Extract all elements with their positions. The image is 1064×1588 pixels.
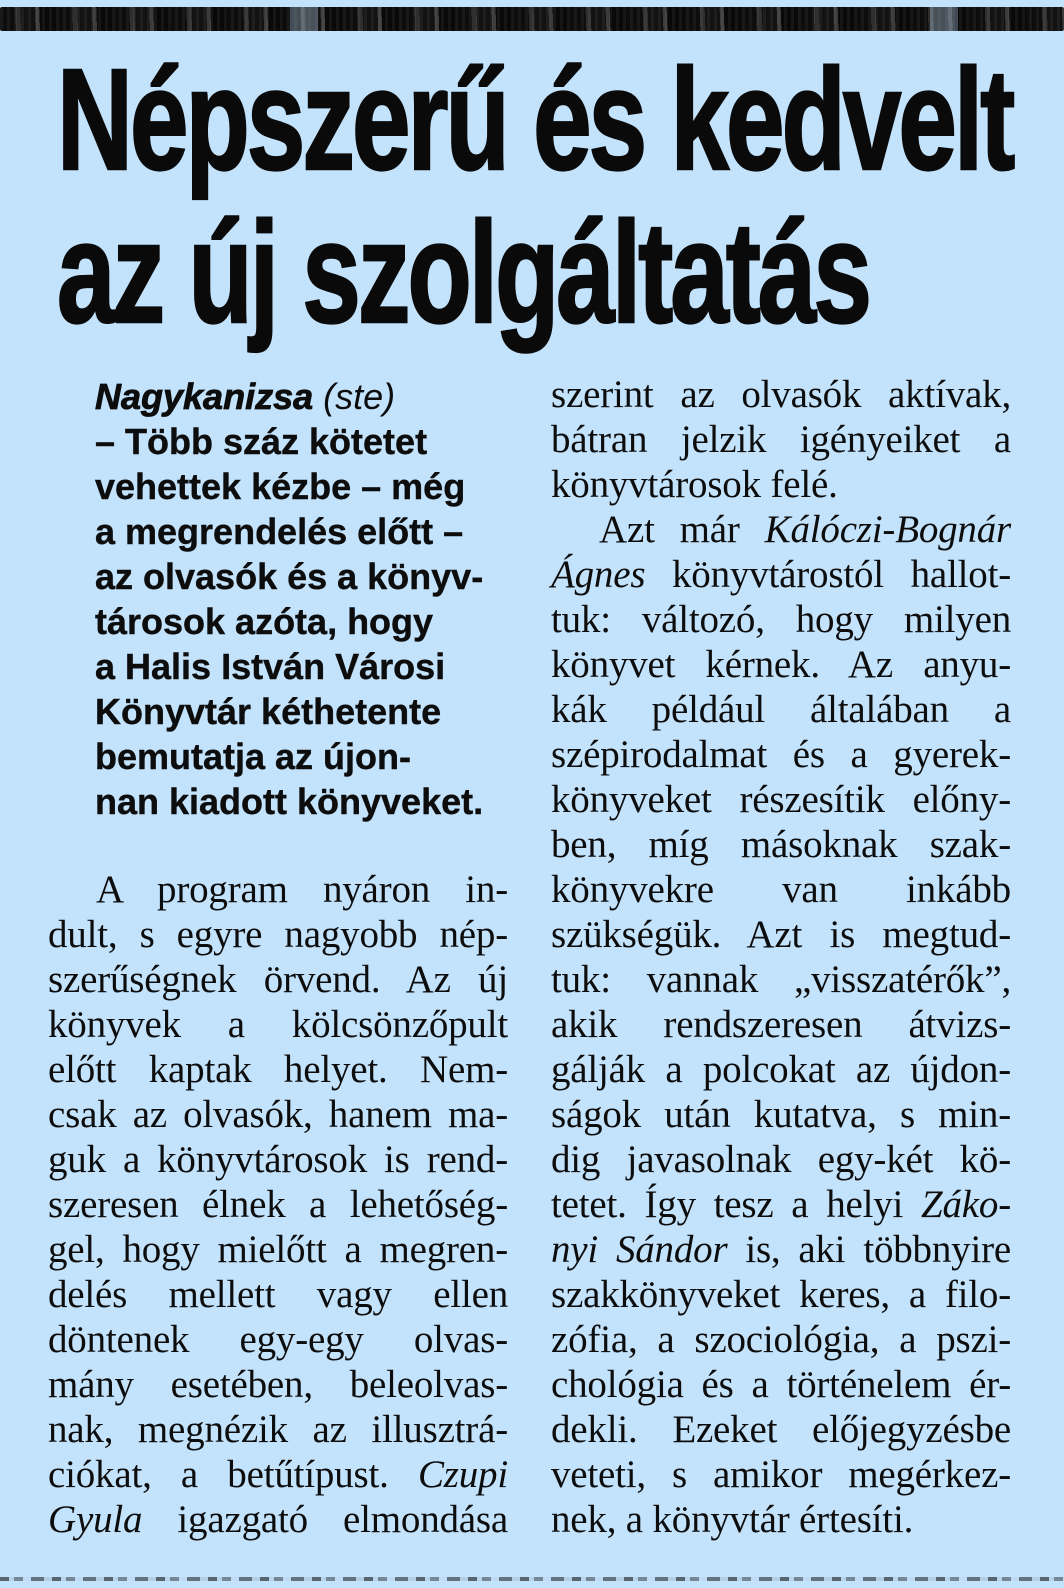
text-line [48, 1092, 508, 1137]
text-line [551, 777, 1011, 822]
text-segment: ciókat, a betűtípust. [48, 1453, 418, 1496]
text-segment: ságok után kutatva, s min- [551, 1093, 1011, 1136]
emphasized-text: nyi Sándor [551, 1228, 728, 1271]
text-line [551, 1452, 1011, 1497]
text-segment: nak, megnézik az illusztrá- [48, 1408, 508, 1451]
lead-paragraph [95, 374, 525, 824]
text-line [48, 1272, 508, 1317]
text-line [48, 957, 508, 1002]
text-line [551, 822, 1011, 867]
text-line [551, 1407, 1011, 1452]
text-line [48, 1137, 508, 1182]
text-line [551, 1182, 1011, 1227]
text-line [95, 419, 525, 464]
article-column-right [551, 372, 1011, 1542]
text-segment: tetet. Így tesz a helyi [551, 1183, 921, 1226]
text-line [551, 1317, 1011, 1362]
text-segment: is, aki többnyire [727, 1228, 1011, 1271]
text-line [551, 912, 1011, 957]
text-segment: guk a könyvtárosok is rend- [48, 1138, 508, 1181]
text-segment: bátran jelzik igényeiket a [551, 418, 1011, 461]
text-line [48, 1317, 508, 1362]
text-segment: Azt már [599, 508, 765, 551]
text-segment: a megrendelés előtt – [95, 511, 464, 552]
article-column-left [48, 867, 508, 1542]
text-line [48, 1182, 508, 1227]
text-line [95, 554, 525, 599]
text-line [551, 687, 1011, 732]
text-segment: kák például általában a [551, 688, 1011, 731]
text-line [95, 779, 525, 824]
text-line [551, 1137, 1011, 1182]
text-line [551, 642, 1011, 687]
text-segment: szépirodalmat és a gyerek- [551, 733, 1011, 776]
text-segment: gel, hogy mielőtt a megren- [48, 1228, 508, 1271]
emphasized-text: Záko- [921, 1183, 1011, 1226]
text-line [551, 1092, 1011, 1137]
text-line [551, 462, 1011, 507]
emphasized-text: Nagykanizsa [95, 376, 314, 417]
text-segment: szakkönyveket keres, a filo- [551, 1273, 1011, 1316]
text-segment: szerint az olvasók aktívak, [551, 373, 1011, 416]
text-segment: előtt kaptak helyet. Nem- [48, 1048, 508, 1091]
text-segment: (ste) [313, 376, 396, 417]
text-line [551, 957, 1011, 1002]
text-line [95, 374, 525, 419]
text-segment: – Több száz kötetet [95, 421, 428, 462]
text-segment: nek, a könyvtár értesíti. [551, 1498, 914, 1541]
text-segment: könyvek a kölcsönzőpult [48, 1003, 508, 1046]
text-segment: könyvet kérnek. Az anyu- [551, 643, 1011, 686]
text-line [48, 1002, 508, 1047]
emphasized-text: Kálóczi-Bognár [764, 508, 1011, 551]
text-line [551, 552, 1011, 597]
text-line [48, 1497, 508, 1542]
text-segment: gálják a polcokat az újdon- [551, 1048, 1011, 1091]
text-segment: döntenek egy-egy olvas- [48, 1318, 508, 1361]
text-line [48, 867, 508, 912]
text-segment: szerűségnek örvend. Az új [48, 958, 508, 1001]
text-line [95, 509, 525, 554]
text-segment: szükségük. Azt is megtud- [551, 913, 1011, 956]
text-segment: dult, s egyre nagyobb nép- [48, 913, 508, 956]
bottom-divider-rule [0, 1577, 1064, 1581]
article-headline [57, 39, 1013, 353]
text-line [95, 644, 525, 689]
text-segment: zófia, a szociológia, a pszi- [551, 1318, 1011, 1361]
emphasized-text: Gyula [48, 1498, 143, 1541]
text-line [551, 417, 1011, 462]
text-line [551, 1272, 1011, 1317]
text-segment: Könyvtár kéthetente [95, 691, 442, 732]
text-segment: könyveket részesítik előny- [551, 778, 1011, 821]
text-line [551, 732, 1011, 777]
text-segment: tuk: változó, hogy milyen [551, 598, 1011, 641]
emphasized-text: Czupi [417, 1453, 508, 1496]
text-line [95, 599, 525, 644]
text-line [95, 464, 525, 509]
text-segment: könyvtárostól hallot- [645, 553, 1011, 596]
text-segment: ben, míg másoknak szak- [551, 823, 1011, 866]
text-line [48, 1362, 508, 1407]
text-segment: mány esetében, beleolvas- [48, 1363, 508, 1406]
text-segment: vehettek kézbe – még [95, 466, 466, 507]
text-segment: a Halis István Városi [95, 646, 446, 687]
text-line [551, 1227, 1011, 1272]
text-line [551, 1047, 1011, 1092]
text-line [48, 1407, 508, 1452]
text-line [48, 1227, 508, 1272]
text-segment: A program nyáron in- [96, 868, 508, 911]
text-segment: akik rendszeresen átvizs- [551, 1003, 1011, 1046]
text-segment: szeresen élnek a lehetőség- [48, 1183, 508, 1226]
text-line [95, 689, 525, 734]
emphasized-text: Ágnes [551, 553, 646, 596]
text-segment: igazgató elmondása [142, 1498, 508, 1541]
text-line [551, 1002, 1011, 1047]
text-line [95, 734, 525, 779]
text-line [48, 1047, 508, 1092]
text-segment: dig javasolnak egy-két kö- [551, 1138, 1011, 1181]
text-segment: dekli. Ezeket előjegyzésbe [551, 1408, 1011, 1451]
text-segment: chológia és a történelem ér- [551, 1363, 1011, 1406]
text-line [551, 372, 1011, 417]
text-line [48, 912, 508, 957]
text-line [551, 867, 1011, 912]
headline-line-1: Népszerű és kedvelt [57, 39, 1013, 200]
text-segment: az olvasók és a könyv- [95, 556, 484, 597]
text-line [48, 1452, 508, 1497]
text-segment: könyvekre van inkább [551, 868, 1011, 911]
text-segment: bemutatja az újon- [95, 736, 412, 777]
text-segment: könyvtárosok felé. [551, 463, 838, 506]
text-segment: delés mellett vagy ellen [48, 1273, 508, 1316]
text-segment: veteti, s amikor megérkez- [551, 1453, 1011, 1496]
text-line [551, 1497, 1011, 1542]
top-divider-rule [0, 7, 1064, 31]
text-line [551, 597, 1011, 642]
text-segment: tárosok azóta, hogy [95, 601, 434, 642]
headline-line-2: az új szolgáltatás [57, 192, 870, 353]
text-segment: nan kiadott könyveket. [95, 781, 484, 822]
text-segment: tuk: vannak „visszatérők”, [551, 958, 1011, 1001]
text-line [551, 1362, 1011, 1407]
text-segment: csak az olvasók, hanem ma- [48, 1093, 508, 1136]
text-line [551, 507, 1011, 552]
